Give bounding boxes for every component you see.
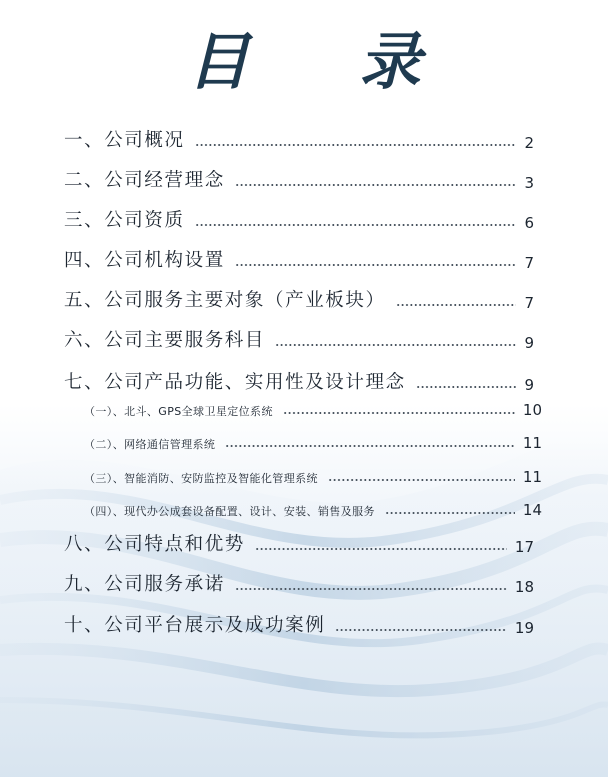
dot-leader — [335, 629, 507, 631]
toc-subentry[interactable] — [0, 432, 608, 452]
toc-page-number: 7 — [524, 294, 534, 312]
toc-page-number: 11 — [522, 468, 542, 486]
toc-entry-label: （二）、网络通信管理系统 — [84, 438, 216, 451]
toc-page-number: 11 — [522, 434, 542, 452]
dot-leader — [396, 304, 517, 306]
dot-leader — [416, 386, 517, 388]
toc-page-number: 6 — [524, 214, 534, 232]
dot-leader — [195, 144, 517, 146]
dot-leader — [275, 344, 516, 346]
dot-leader — [328, 479, 515, 481]
toc-page-number: 9 — [524, 334, 534, 352]
toc-entry[interactable] — [0, 368, 608, 394]
dot-leader — [195, 224, 517, 226]
toc-entry[interactable] — [0, 166, 608, 192]
toc-entry-label: （四）、现代办公成套设备配置、设计、安装、销售及服务 — [84, 505, 375, 518]
toc-entry[interactable] — [0, 206, 608, 232]
toc-page-number: 17 — [514, 538, 534, 556]
toc-page-number: 3 — [524, 174, 534, 192]
toc-entry-label: 三、公司资质 — [64, 210, 185, 231]
toc-page-number: 7 — [524, 254, 534, 272]
toc-entry[interactable] — [0, 246, 608, 272]
toc-entry[interactable] — [0, 570, 608, 596]
dot-leader — [235, 588, 507, 590]
dot-leader — [235, 184, 517, 186]
toc-entry[interactable] — [0, 530, 608, 556]
page-title: 目 录 — [187, 24, 465, 98]
toc-subentry[interactable] — [0, 466, 608, 486]
toc-page-number: 10 — [522, 401, 542, 419]
toc-entry-label: 九、公司服务承诺 — [64, 574, 225, 595]
toc-entry-label: （一）、北斗、GPS全球卫星定位系统 — [84, 405, 273, 418]
dot-leader — [385, 512, 515, 514]
toc-page-number: 19 — [514, 619, 534, 637]
toc-entry-label: 十、公司平台展示及成功案例 — [64, 615, 326, 636]
toc-page-number: 18 — [514, 578, 534, 596]
toc-subentry[interactable] — [0, 399, 608, 419]
toc-entry-label: （三）、智能消防、安防监控及智能化管理系统 — [84, 472, 318, 485]
toc-subentry[interactable] — [0, 499, 608, 519]
toc-entry-label: 八、公司特点和优势 — [64, 534, 245, 555]
toc-page-number: 9 — [524, 376, 534, 394]
dot-leader — [283, 412, 515, 414]
dot-leader — [225, 445, 515, 447]
toc-page-number: 2 — [524, 134, 534, 152]
toc-entry-label: 六、公司主要服务科目 — [64, 330, 266, 351]
toc-entry[interactable] — [0, 611, 608, 637]
toc-entry-label: 五、公司服务主要对象（产业板块） — [64, 290, 386, 311]
toc-page-number: 14 — [522, 501, 542, 519]
toc-entry[interactable] — [0, 326, 608, 352]
toc-entry[interactable] — [0, 126, 608, 152]
toc-entry-label: 七、公司产品功能、实用性及设计理念 — [64, 372, 406, 393]
toc-entry[interactable] — [0, 286, 608, 312]
toc-entry-label: 四、公司机构设置 — [64, 250, 225, 271]
dot-leader — [235, 264, 517, 266]
toc-entry-label: 二、公司经营理念 — [64, 170, 225, 191]
dot-leader — [255, 548, 507, 550]
toc-entry-label: 一、公司概况 — [64, 130, 185, 151]
